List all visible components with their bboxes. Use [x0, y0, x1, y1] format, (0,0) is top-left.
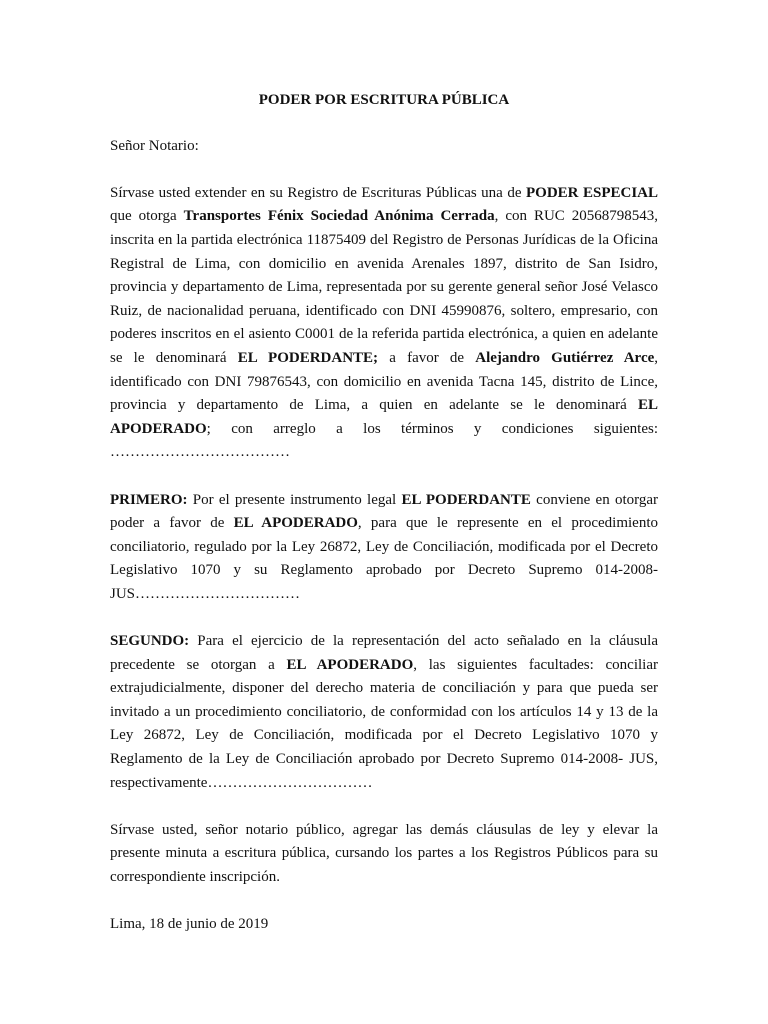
document-title: PODER POR ESCRITURA PÚBLICA	[258, 92, 510, 108]
intro-run: Alejandro Gutiérrez Arce	[475, 349, 655, 366]
document-page	[110, 89, 658, 960]
clause-run: EL PODERDANTE	[401, 491, 531, 508]
intro-run: a favor de	[378, 349, 476, 366]
intro-run: EL APODERADO	[110, 397, 658, 437]
clause-primero	[110, 489, 658, 607]
clause-run: Por el presente instrumento legal	[187, 491, 402, 508]
intro-run: , identificado con DNI 79876543, con domicilio en avenida Tacna 145, distrito de Lince, provincia y departamento de Lima, a quien en adelante se le denominará	[110, 349, 659, 414]
salutation: Señor Notario:	[110, 137, 199, 154]
intro-run: , con RUC 20568798543, inscrita en la partida electrónica 11875409 del Registro de Personas Jurídicas de la Oficina Registral de Lima, con domicilio en avenida Arenales 1897, distrito de San Isidro, provincia y departamento de Lima, representada por su gerente general señor José Velasco Ruiz, de nacionalidad peruana, identificado con DNI 45990876, soltero, empresario, con poderes inscritos en el asiento C0001 de la referida partida electrónica, a quien en adelante se le denominará	[110, 208, 658, 366]
intro-run: que otorga	[110, 208, 184, 225]
intro-run: ; con arreglo a los términos y condiciones siguientes: ………………………………	[110, 420, 658, 461]
closing-paragraph: Sírvase usted, señor notario público, agregar las demás cláusulas de ley y elevar la presente minuta a escritura pública, cursando los partes a los Registros Públicos para su correspondiente inscripción.	[110, 821, 658, 885]
intro-run: Sírvase usted extender en su Registro de Escrituras Públicas una de	[110, 184, 526, 201]
clause-run: EL APODERADO	[286, 656, 414, 673]
date-line: Lima, 18 de junio de 2019	[110, 916, 269, 933]
intro-paragraph	[110, 182, 658, 465]
clause-run: conviene en otorgar poder a favor de	[110, 491, 658, 532]
clause-heading: SEGUNDO:	[110, 633, 190, 650]
clause-run: , las siguientes facultades: conciliar extrajudicialmente, disponer del derecho materia de conciliación y para que pueda ser invitado a un procedimiento conciliatorio, de conformidad con los artículos 14 y 13 de la Ley 26872, Ley de Conciliación, modificada por el Decreto Legislativo 1070 y Reglamento de la Ley de Conciliación aprobado por Decreto Supremo 014-2008- JUS, respectivamente……………………………	[110, 656, 658, 791]
clause-run: EL APODERADO	[233, 515, 358, 532]
clause-run: , para que le represente en el procedimiento conciliatorio, regulado por la Ley 26872, Ley de Conciliación, modificada por el Decreto Legislativo 1070 y su Reglamento aprobado por Decreto Supremo 014-2008- JUS……………………………	[110, 515, 658, 602]
clause-heading: PRIMERO:	[110, 491, 188, 508]
clause-segundo	[110, 630, 658, 795]
intro-run: EL PODERDANTE;	[237, 349, 379, 366]
intro-run: PODER ESPECIAL	[525, 184, 658, 201]
clause-run: Para el ejercicio de la representación del acto señalado en la cláusula precedente se otorgan a	[110, 633, 658, 673]
intro-run: Transportes Fénix Sociedad Anónima Cerrada	[183, 208, 495, 225]
